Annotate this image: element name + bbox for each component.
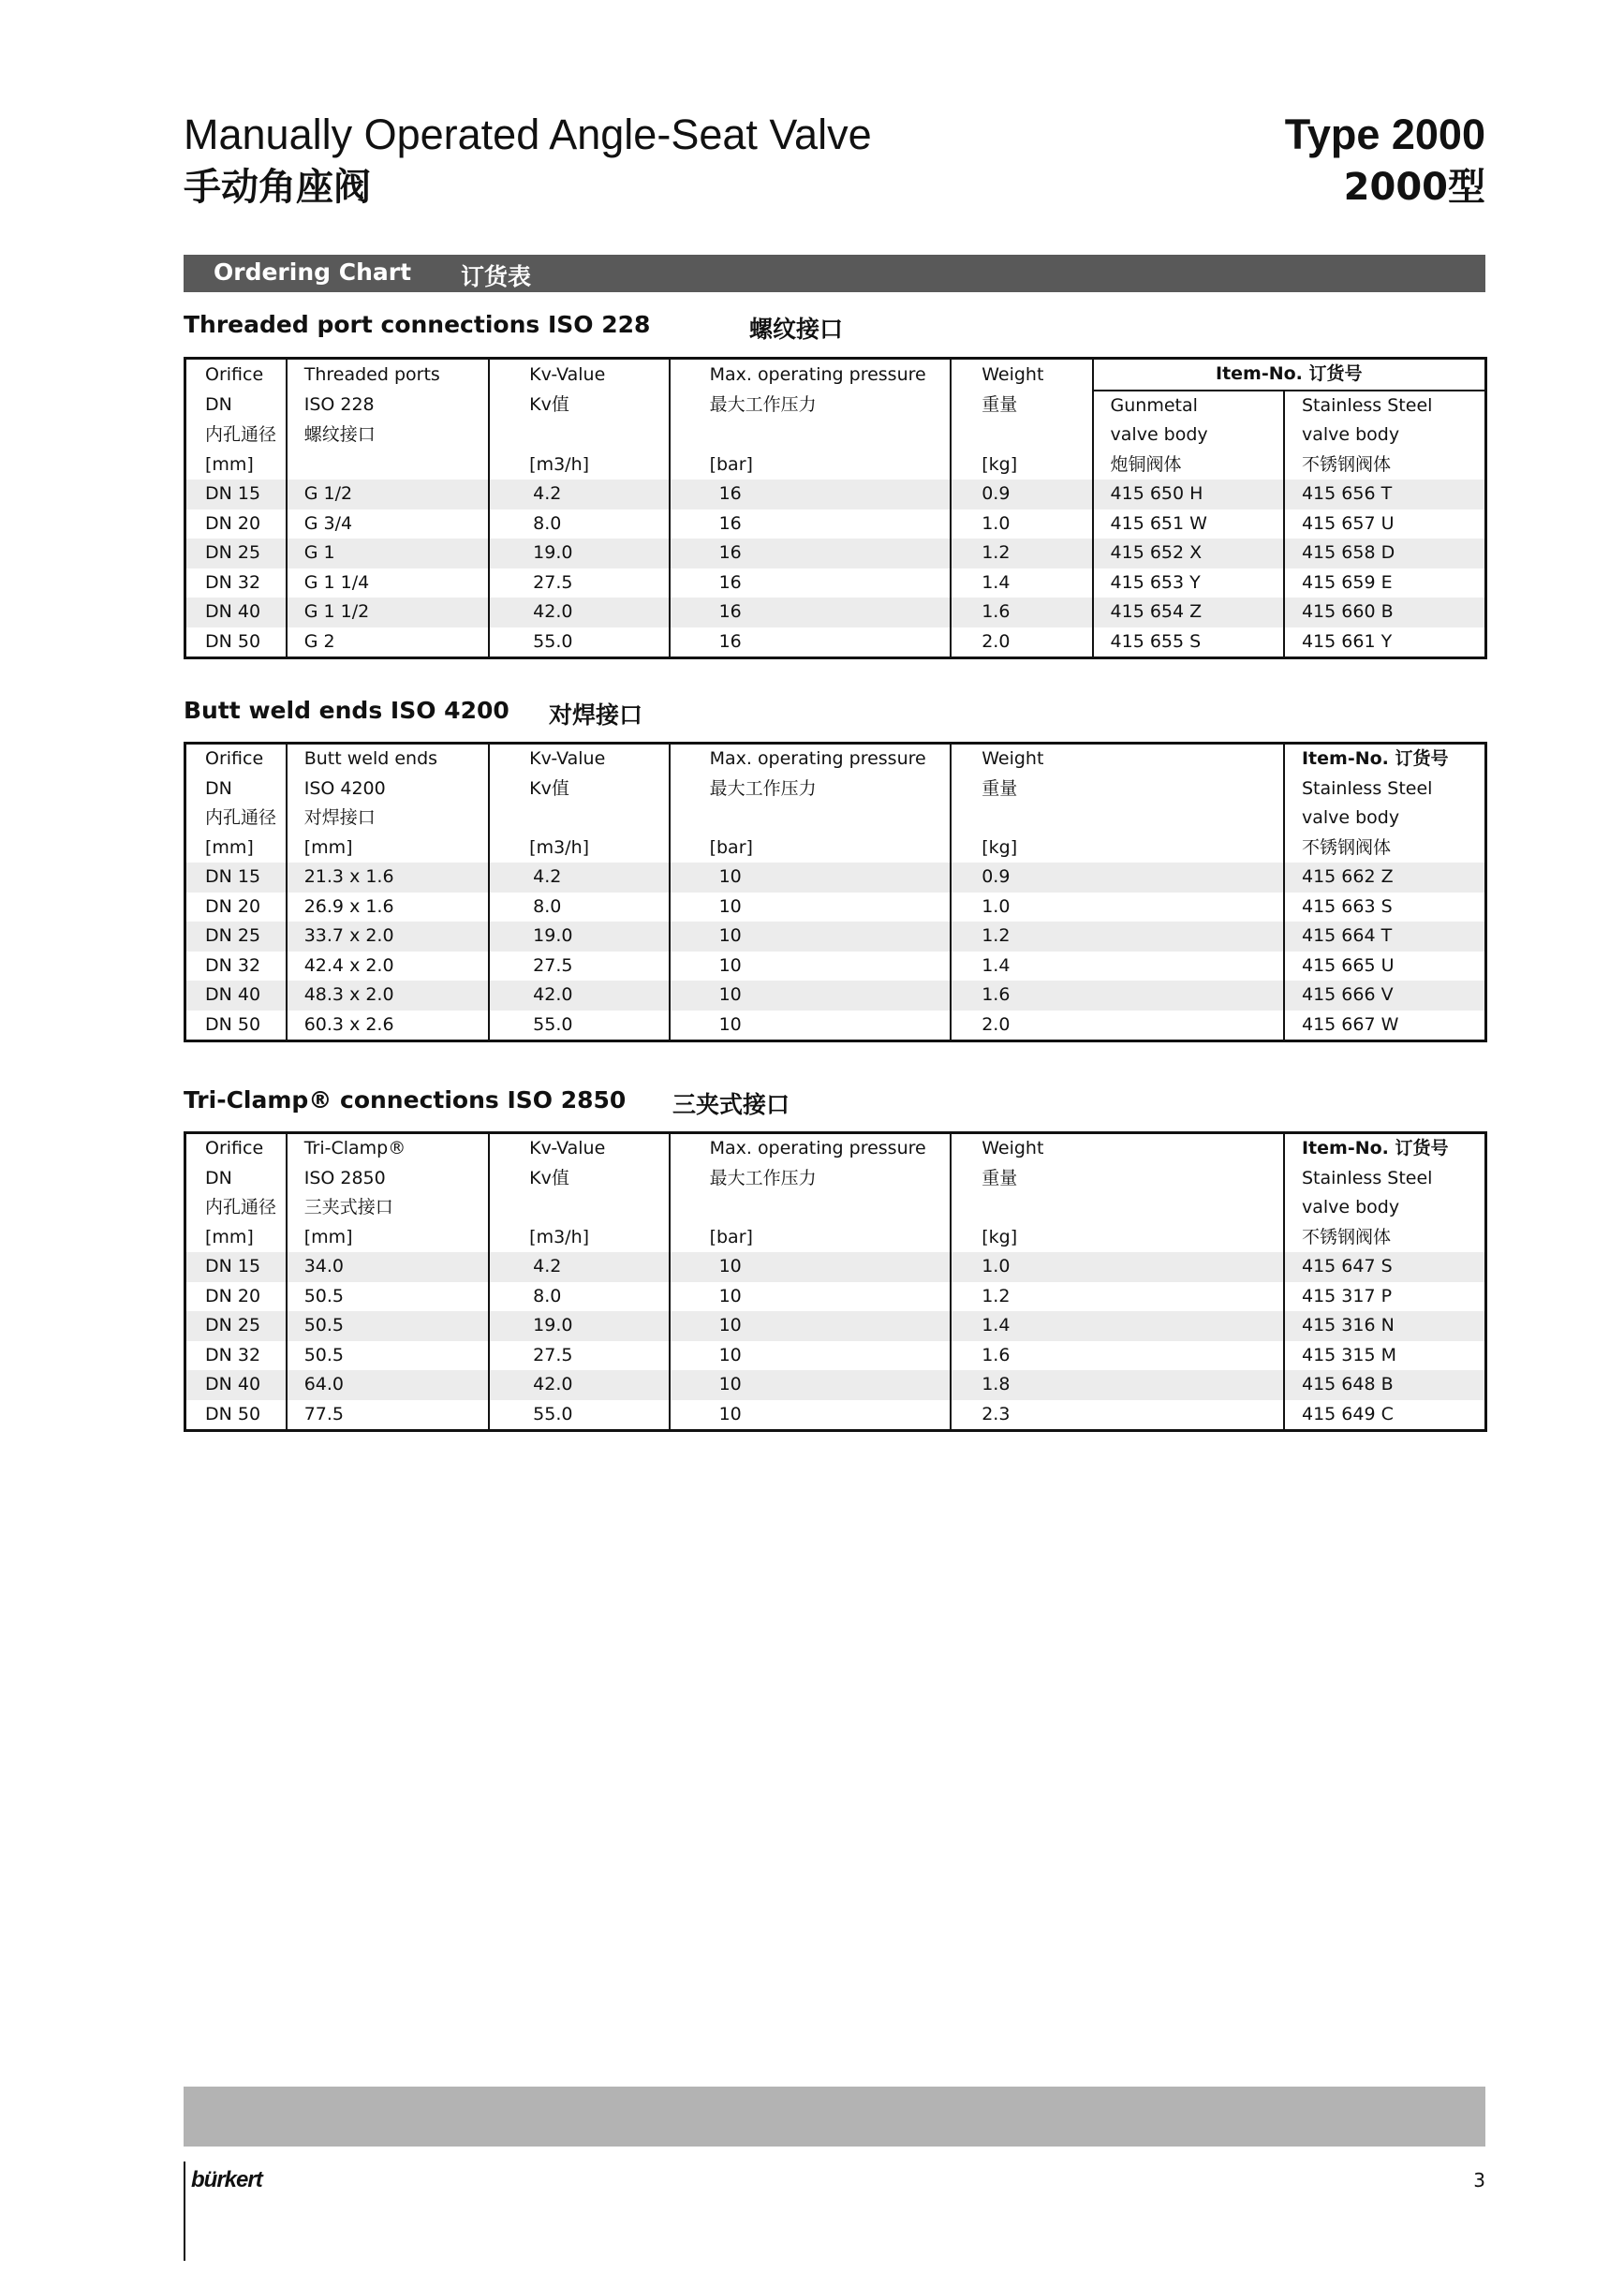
ordering-chart-label-cn: 订货表: [461, 263, 532, 290]
table-cell: 415 649 C: [1284, 1400, 1486, 1431]
table-cell: 42.0: [489, 981, 669, 1011]
table-cell: 415 648 B: [1284, 1370, 1486, 1400]
table-cell: 16: [670, 509, 952, 539]
table-cell: 10: [670, 922, 952, 952]
clamp-header: 三夹式接口: [287, 1193, 489, 1223]
header-row: [185, 804, 1486, 834]
table-cell: 10: [670, 981, 952, 1011]
kv-header: [489, 421, 669, 450]
table-row: [185, 1252, 1486, 1282]
table-cell: 42.4 x 2.0: [287, 952, 489, 981]
header-row: [185, 359, 1486, 391]
table-row: [185, 539, 1486, 568]
table-cell: 10: [670, 1341, 952, 1371]
table-row: [185, 981, 1486, 1011]
table-cell: 415 665 U: [1284, 952, 1486, 981]
table-row: [185, 893, 1486, 922]
table-row: [185, 480, 1486, 509]
orifice-header: DN: [205, 777, 232, 799]
table-cell: 0.9: [951, 480, 1092, 509]
kv-header: [m3/h]: [489, 450, 669, 480]
table-cell: 415 667 W: [1284, 1011, 1486, 1041]
item-no-header: Item-No. 订货号: [1284, 1133, 1486, 1164]
kv-header: [m3/h]: [489, 1223, 669, 1253]
table-cell: DN 25: [185, 539, 287, 568]
table-cell: DN 40: [185, 1370, 287, 1400]
table-cell: 1.0: [951, 1252, 1284, 1282]
weight-header: Weight: [951, 1133, 1284, 1164]
pressure-header: [670, 804, 952, 834]
table-cell: 21.3 x 1.6: [287, 863, 489, 893]
kv-header: Kv值: [489, 1164, 669, 1194]
table-cell: 16: [670, 539, 952, 568]
weight-header: [951, 804, 1284, 834]
table-cell: DN 50: [205, 630, 261, 652]
table-cell: 415 652 X: [1093, 539, 1284, 568]
table-cell: G 1: [287, 539, 489, 568]
buttweld-section-title: [184, 697, 643, 729]
weight-header: 重量: [951, 391, 1092, 421]
table-cell: DN 15: [185, 480, 287, 509]
pressure-header: [bar]: [670, 1223, 952, 1253]
page-title: Manually Operated Angle-Seat Valve: [184, 111, 872, 158]
buttweld-table: [184, 742, 1487, 1042]
clamp-header: ISO 2850: [287, 1164, 489, 1194]
table-cell: DN 32: [205, 1344, 261, 1365]
table-row: [185, 1011, 1486, 1041]
pressure-header: 最大工作压力: [670, 391, 952, 421]
table-cell: 415 666 V: [1284, 981, 1486, 1011]
pressure-header: 最大工作压力: [670, 1164, 952, 1194]
header-row: [185, 1193, 1486, 1223]
table-cell: DN 32: [205, 954, 261, 976]
orifice-header: 内孔通径: [205, 1197, 277, 1217]
clamp-header: Tri-Clamp®: [287, 1133, 489, 1164]
pressure-header: [670, 1193, 952, 1223]
table-cell: 10: [670, 1311, 952, 1341]
page-title-cn: 手动角座阀: [184, 166, 371, 209]
weight-header: [951, 1193, 1284, 1223]
table-cell: 8.0: [489, 893, 669, 922]
table-cell: 415 661 Y: [1284, 627, 1486, 658]
table-cell: 19.0: [489, 539, 669, 568]
table-cell: G 1 1/2: [287, 598, 489, 627]
pressure-header: [670, 421, 952, 450]
type-label-cn: 2000型: [1343, 166, 1485, 209]
orifice-header: DN: [205, 1167, 232, 1188]
orifice-header: Orifice: [205, 363, 264, 385]
table-row: [185, 598, 1486, 627]
ends-header: 对焊接口: [287, 804, 489, 834]
table-cell: DN 50: [205, 1403, 261, 1424]
kv-header: Kv-Value: [489, 744, 669, 775]
stainless-header: 不锈钢阀体: [1284, 450, 1486, 480]
table-cell: 16: [670, 627, 952, 658]
kv-header: Kv-Value: [489, 359, 669, 391]
gunmetal-header: valve body: [1093, 421, 1284, 450]
table-cell: 27.5: [489, 1341, 669, 1371]
ordering-chart-label: Ordering Chart: [214, 258, 412, 286]
table-cell: 64.0: [287, 1370, 489, 1400]
triclamp-table: [184, 1131, 1487, 1432]
threaded-table: [184, 357, 1487, 659]
item-no-header: Item-No. 订货号: [1093, 359, 1486, 391]
table-cell: 19.0: [489, 1311, 669, 1341]
table-row: [185, 1341, 1486, 1371]
table-cell: 4.2: [489, 1252, 669, 1282]
table-cell: 415 317 P: [1284, 1282, 1486, 1312]
table-cell: 2.0: [951, 1011, 1284, 1041]
table-cell: 60.3 x 2.6: [287, 1011, 489, 1041]
table-row: [185, 568, 1486, 598]
kv-header: [m3/h]: [489, 834, 669, 863]
table-cell: 10: [670, 952, 952, 981]
item-no-header: 不锈钢阀体: [1284, 834, 1486, 863]
table-cell: 4.2: [489, 480, 669, 509]
table-cell: 50.5: [287, 1311, 489, 1341]
orifice-header: Orifice: [205, 1138, 264, 1158]
table-cell: 2.3: [951, 1400, 1284, 1431]
table-cell: 16: [670, 480, 952, 509]
table-cell: 55.0: [489, 1011, 669, 1041]
table-cell: 1.8: [951, 1370, 1284, 1400]
ports-header: 螺纹接口: [287, 421, 489, 450]
table-cell: 8.0: [489, 509, 669, 539]
stainless-header: Stainless Steel: [1284, 391, 1486, 421]
stainless-header: valve body: [1284, 421, 1486, 450]
item-no-header: Stainless Steel: [1284, 775, 1486, 804]
table-cell: 1.2: [951, 922, 1284, 952]
kv-header: [489, 804, 669, 834]
table-cell: 10: [670, 1370, 952, 1400]
table-cell: 10: [670, 863, 952, 893]
table-cell: 415 657 U: [1284, 509, 1486, 539]
table-cell: 415 655 S: [1093, 627, 1284, 658]
table-cell: 27.5: [489, 568, 669, 598]
table-cell: 415 662 Z: [1284, 863, 1486, 893]
table-cell: DN 25: [185, 922, 287, 952]
table-cell: G 2: [287, 627, 489, 658]
gunmetal-header: 炮铜阀体: [1093, 450, 1284, 480]
table-row: [185, 1400, 1486, 1431]
table-cell: 1.2: [951, 1282, 1284, 1312]
table-cell: DN 20: [205, 1285, 261, 1306]
table-cell: 19.0: [489, 922, 669, 952]
header-row: [185, 744, 1486, 775]
table-row: [185, 1370, 1486, 1400]
table-cell: 415 658 D: [1284, 539, 1486, 568]
kv-header: [489, 1193, 669, 1223]
pressure-header: 最大工作压力: [670, 775, 952, 804]
threaded-title-en: Threaded port connections ISO 228: [184, 311, 651, 338]
table-cell: 415 650 H: [1093, 480, 1284, 509]
table-cell: 4.2: [489, 863, 669, 893]
table-cell: 48.3 x 2.0: [287, 981, 489, 1011]
table-cell: 50.5: [287, 1341, 489, 1371]
orifice-header: Orifice: [205, 748, 264, 769]
table-cell: DN 50: [205, 1013, 261, 1035]
header-row: [185, 775, 1486, 804]
page-number: 3: [1473, 2169, 1485, 2191]
table-cell: 1.0: [951, 509, 1092, 539]
ports-header: Threaded ports: [287, 359, 489, 391]
triclamp-title-en: Tri-Clamp® connections ISO 2850: [184, 1086, 627, 1114]
table-cell: 1.6: [951, 981, 1284, 1011]
header-row: [185, 1133, 1486, 1164]
table-cell: DN 40: [185, 598, 287, 627]
orifice-header: 内孔通径: [205, 424, 277, 445]
pressure-header: Max. operating pressure: [670, 359, 952, 391]
ends-header: ISO 4200: [287, 775, 489, 804]
table-cell: DN 32: [205, 571, 261, 593]
table-row: [185, 1311, 1486, 1341]
pressure-header: Max. operating pressure: [670, 1133, 952, 1164]
table-cell: 1.2: [951, 539, 1092, 568]
orifice-header: [mm]: [205, 453, 254, 475]
table-cell: 415 663 S: [1284, 893, 1486, 922]
orifice-header: DN: [205, 394, 232, 415]
item-no-header: 不锈钢阀体: [1284, 1223, 1486, 1253]
table-cell: G 3/4: [287, 509, 489, 539]
table-cell: 415 660 B: [1284, 598, 1486, 627]
type-label: Type 2000: [1284, 111, 1485, 158]
table-cell: 55.0: [489, 1400, 669, 1431]
table-cell: 1.4: [951, 568, 1092, 598]
header-row: [185, 834, 1486, 863]
header-row: [185, 1223, 1486, 1253]
footer-bar: [184, 2087, 1485, 2147]
table-row: [185, 863, 1486, 893]
table-cell: 10: [670, 1252, 952, 1282]
ends-header: [mm]: [287, 834, 489, 863]
table-cell: 415 315 M: [1284, 1341, 1486, 1371]
table-cell: G 1/2: [287, 480, 489, 509]
table-cell: DN 25: [185, 1311, 287, 1341]
buttweld-title-cn: 对焊接口: [549, 701, 643, 729]
orifice-header: [mm]: [205, 1226, 254, 1247]
table-cell: 1.6: [951, 598, 1092, 627]
table-cell: 55.0: [489, 627, 669, 658]
table-cell: G 1 1/4: [287, 568, 489, 598]
buttweld-title-en: Butt weld ends ISO 4200: [184, 697, 509, 724]
threaded-title-cn: 螺纹接口: [749, 316, 844, 343]
orifice-header: [mm]: [205, 836, 254, 858]
table-cell: 415 659 E: [1284, 568, 1486, 598]
table-cell: 2.0: [951, 627, 1092, 658]
table-cell: 42.0: [489, 598, 669, 627]
header-row: [185, 421, 1486, 450]
threaded-section-title: [184, 311, 844, 343]
header-row: [185, 1164, 1486, 1194]
table-cell: 1.0: [951, 893, 1284, 922]
table-cell: DN 20: [205, 895, 261, 917]
kv-header: Kv值: [489, 391, 669, 421]
weight-header: [kg]: [951, 1223, 1284, 1253]
table-cell: 415 654 Z: [1093, 598, 1284, 627]
table-cell: 33.7 x 2.0: [287, 922, 489, 952]
table-cell: 415 653 Y: [1093, 568, 1284, 598]
table-cell: 27.5: [489, 952, 669, 981]
table-row: [185, 922, 1486, 952]
weight-header: [951, 421, 1092, 450]
table-cell: 1.4: [951, 952, 1284, 981]
table-cell: 77.5: [287, 1400, 489, 1431]
table-cell: 10: [670, 1282, 952, 1312]
table-cell: 34.0: [287, 1252, 489, 1282]
table-cell: 16: [670, 598, 952, 627]
table-cell: 1.6: [951, 1341, 1284, 1371]
ports-header: [287, 450, 489, 480]
item-no-header: Stainless Steel: [1284, 1164, 1486, 1194]
table-row: [185, 627, 1486, 658]
ports-header: ISO 228: [287, 391, 489, 421]
table-cell: 415 316 N: [1284, 1311, 1486, 1341]
item-no-header: Item-No. 订货号: [1284, 744, 1486, 775]
table-cell: 50.5: [287, 1282, 489, 1312]
table-cell: 415 651 W: [1093, 509, 1284, 539]
table-cell: 1.4: [951, 1311, 1284, 1341]
kv-header: Kv值: [489, 775, 669, 804]
table-cell: 415 656 T: [1284, 480, 1486, 509]
table-cell: DN 15: [185, 863, 287, 893]
item-no-header: valve body: [1284, 804, 1486, 834]
weight-header: Weight: [951, 359, 1092, 391]
triclamp-section-title: [184, 1086, 790, 1118]
table-cell: 16: [670, 568, 952, 598]
pressure-header: [bar]: [670, 450, 952, 480]
triclamp-title-cn: 三夹式接口: [672, 1091, 790, 1118]
weight-header: [kg]: [951, 450, 1092, 480]
clamp-header: [mm]: [287, 1223, 489, 1253]
table-cell: DN 15: [185, 1252, 287, 1282]
weight-header: 重量: [951, 775, 1284, 804]
table-cell: 0.9: [951, 863, 1284, 893]
table-cell: 26.9 x 1.6: [287, 893, 489, 922]
table-cell: 10: [670, 1011, 952, 1041]
table-cell: 8.0: [489, 1282, 669, 1312]
kv-header: Kv-Value: [489, 1133, 669, 1164]
burkert-logo: bürkert: [191, 2167, 262, 2192]
ends-header: Butt weld ends: [287, 744, 489, 775]
table-cell: 10: [670, 893, 952, 922]
pressure-header: Max. operating pressure: [670, 744, 952, 775]
weight-header: 重量: [951, 1164, 1284, 1194]
table-row: [185, 952, 1486, 981]
gunmetal-header: Gunmetal: [1093, 391, 1284, 421]
header-row: [185, 391, 1486, 421]
table-row: [185, 509, 1486, 539]
item-no-header: valve body: [1284, 1193, 1486, 1223]
table-row: [185, 1282, 1486, 1312]
header-row: [185, 450, 1486, 480]
orifice-header: 内孔通径: [205, 807, 277, 828]
weight-header: Weight: [951, 744, 1284, 775]
footer-divider: [184, 2162, 185, 2261]
ordering-chart-bar: [184, 255, 1485, 292]
table-cell: 415 664 T: [1284, 922, 1486, 952]
table-cell: 10: [670, 1400, 952, 1431]
pressure-header: [bar]: [670, 834, 952, 863]
table-cell: DN 40: [185, 981, 287, 1011]
weight-header: [kg]: [951, 834, 1284, 863]
table-cell: 42.0: [489, 1370, 669, 1400]
table-cell: 415 647 S: [1284, 1252, 1486, 1282]
table-cell: DN 20: [205, 512, 261, 534]
